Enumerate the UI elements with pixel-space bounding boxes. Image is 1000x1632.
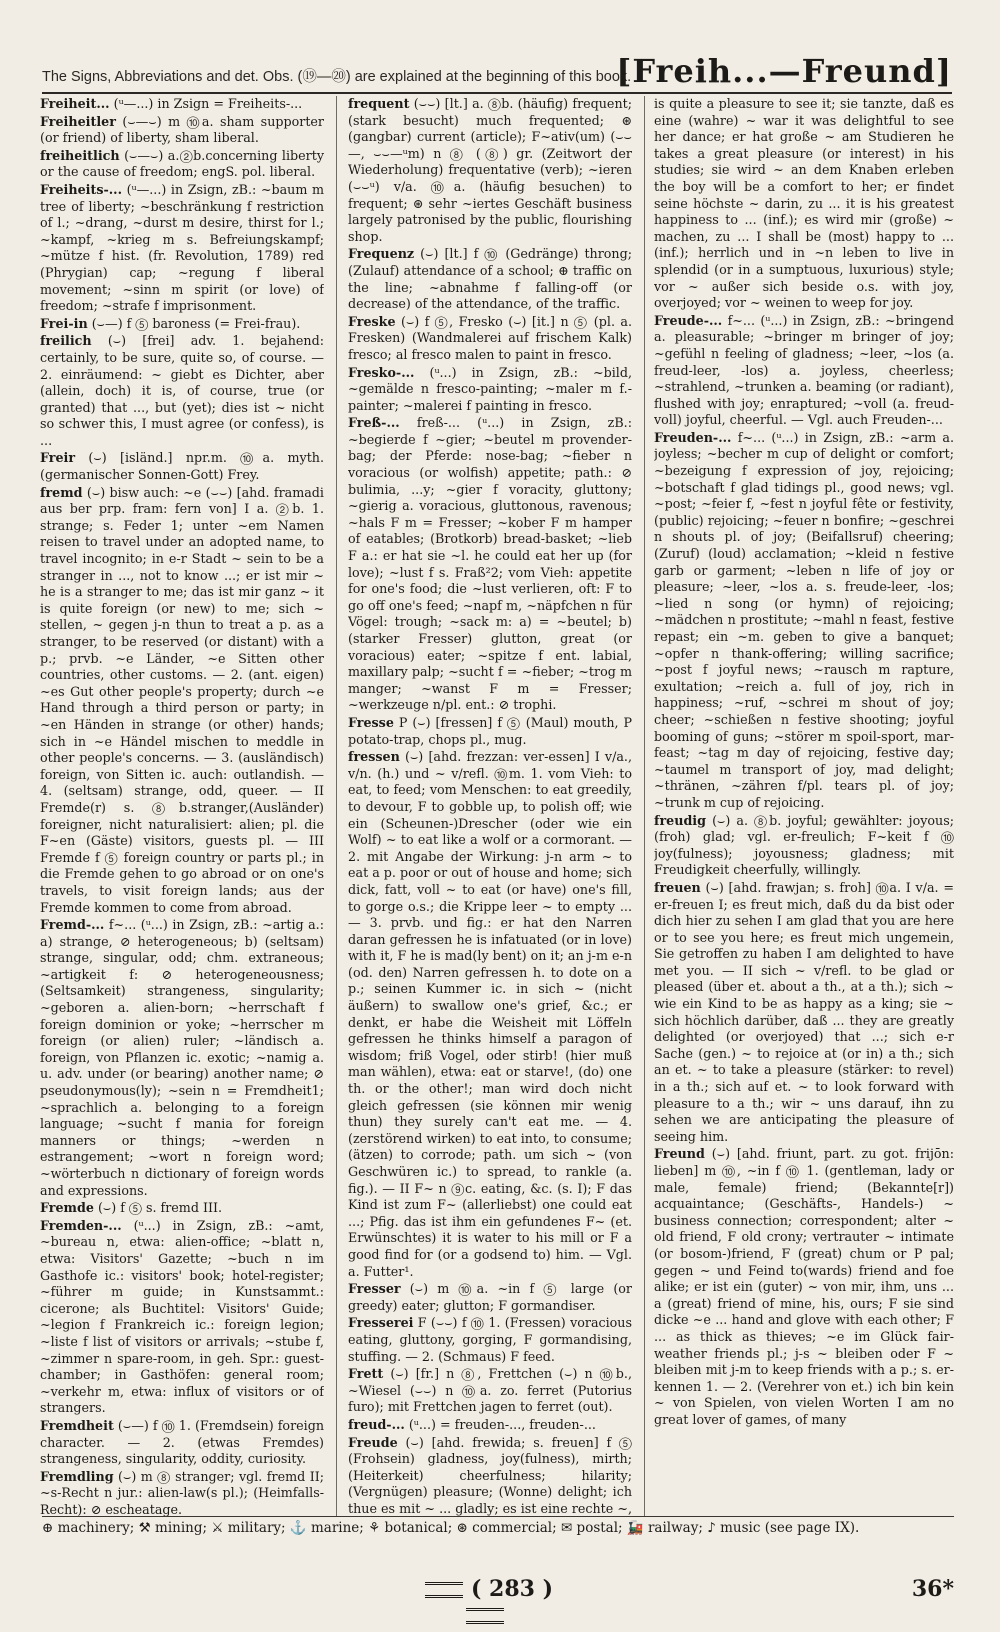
dictionary-entry — [40, 1418, 324, 1468]
entry-headword: freudig — [654, 812, 707, 828]
dictionary-entry — [348, 1315, 632, 1365]
entry-headword: Freude-... — [654, 312, 723, 328]
dictionary-entry — [348, 749, 632, 1280]
entry-headword: Fresserei — [348, 1315, 414, 1331]
entry-headword: Frei-in — [40, 315, 88, 331]
entry-definition: (⌣—⌣) m ⑩a. sham supporter (or friend) of liberty, sham liberal. — [40, 113, 324, 146]
entry-headword: Freiheits-... — [40, 181, 122, 197]
entry-headword: Fremdheit — [40, 1417, 114, 1433]
entry-headword: fressen — [348, 749, 400, 765]
entry-definition: (⌣—) f ⑤ baroness (= Frei-frau). — [87, 315, 301, 331]
dictionary-entry — [40, 1200, 324, 1217]
entry-headword: Frett — [348, 1366, 384, 1382]
dictionary-entry — [654, 813, 954, 879]
dictionary-entry — [40, 182, 324, 315]
entry-definition: (⌣) f ⑤ s. fremd III. — [93, 1200, 223, 1216]
entry-definition: (⌣) m ⑩a. ~in f ⑤ large (or greedy) eater; glutton; F gormandiser. — [348, 1281, 632, 1313]
entry-definition: (ᵘ...) in Zsign, zB.: ~bild, ~gemälde n fresco-painting; ~maler m f.-painter; ~malerei f painting in fresco. — [348, 364, 632, 413]
entry-headword: Fremden-... — [40, 1217, 122, 1233]
entry-definition: (⌣) [frei] adv. 1. bejahend: certainly, to be sure, quite so, of course. — 2. einräumend: ~ giebt es Dichter, aber (allein, doch) it is, of course, true (or granted) that ..., but (yet); dies ist ~ nicht so schwer this, I must agree (or confess), is ... — [40, 333, 324, 448]
entry-headword: Freiheit... — [40, 96, 110, 111]
page-header — [42, 40, 952, 94]
dictionary-entry — [348, 314, 632, 364]
page-number — [405, 1576, 565, 1628]
entry-definition: (⌣) [lt.] f ⑩ (Gedränge) throng; (Zulauf) attendance of a school; ⊕ traffic on the line; ~abnahme f falling-off (or decrease) of the attendance, of the traffic. — [348, 246, 632, 312]
entry-definition: F (⌣⌣) f ⑩ 1. (Fressen) voracious eating, gluttony, gorging, F gormandising, stuffing. — 2. (Schmaus) F feed. — [348, 1315, 632, 1364]
dictionary-entry — [654, 96, 954, 312]
entry-headword: Fresko-... — [348, 364, 415, 380]
dictionary-entry — [348, 1417, 632, 1434]
dictionary-entry — [654, 430, 954, 812]
dictionary-columns — [40, 96, 958, 1516]
dictionary-entry — [348, 246, 632, 312]
dictionary-entry — [40, 148, 324, 181]
ornament-left — [425, 1582, 463, 1598]
abbreviations-note: The Signs, Abbreviations and det. Obs. (⑲—⑳) are explained at the beginning of this book. — [42, 69, 632, 85]
entry-headword: Fremd-... — [40, 917, 105, 933]
entry-headword: Fresse — [348, 714, 394, 730]
entry-headword: Freß-... — [348, 415, 400, 431]
entry-definition: (ᵘ—...) in Zsign = Freiheits-... — [109, 96, 303, 111]
entry-headword: Freude — [348, 1434, 398, 1450]
column-3 — [654, 96, 954, 1516]
dictionary-entry — [348, 715, 632, 748]
column-divider — [644, 96, 645, 1516]
entry-definition: is quite a pleasure to see it; sie tanzte, daß es eine (wahre) ~ war it was delightful to see her dance; er hat große ~ am Studieren he takes a great pleasure (or interest) in his studies; sie wird ~ an dem Knaben erleben the boy will be a comfort to her; er findet seine höchste ~ darin, zu ... it is his greatest happiness to ... (inf.); es wird mir (große) ~ machen, zu ... I shall be (most) happy to ... (inf.); herrlich und in ~n leben to live in splendid (or in a sumptuous, luxurious) style; vor ~ außer sich beside o.s. with joy, overjoyed; vor ~ weinen to weep for joy. — [654, 96, 954, 311]
entry-headword: Freund — [654, 1146, 705, 1162]
dictionary-entry — [40, 1469, 324, 1516]
dictionary-entry — [654, 1146, 954, 1428]
column-2 — [348, 96, 632, 1516]
entry-headword: freud-... — [348, 1416, 405, 1432]
running-title: [Freih...—Freund] — [616, 52, 952, 90]
dictionary-entry — [348, 1281, 632, 1314]
entry-definition: freß-... (ᵘ...) in Zsign, zB.: ~begierde f ~gier; ~beutel m provender-bag; der Pferde: nose-bag; ~fieber n voracious (or wolfish) appetite; path.: ⊘ bulimia, ...y; ~gier f voracity, gluttony; ~gierig a. voracious, gluttonous, ravenous; ~hals F m = Fresser; ~kober F m hamper of eatables; (Brotkorb) bread-basket; ~lieb F a.: er hat sie ~l. he could eat her up (for love); ~lust f s. Fraß²2; vom Vieh: appetite for one's food; die ~lust verlieren, oft: F to go off one's feed; ~napf m, ~näpfchen n für Vögel: trough; ~sack m: a) = ~beutel; b) (starker Fresser) glutton, great (or voracious) eater; ~spitze f ent. labial, maxillary palp; ~sucht f = ~fieber; ~trog m manger; ~wanst F m = Fresser; ~werkzeuge n/pl. ent.: ⊘ trophi. — [348, 415, 632, 713]
dictionary-entry — [40, 1218, 324, 1417]
entry-definition: (⌣—) f ⑩ 1. (Fremdsein) foreign character. — 2. (etwas Fremdes) strangeness, singularity, oddity, curiosity. — [40, 1417, 324, 1467]
entry-definition: P (⌣) [fressen] f ⑤ (Maul) mouth, P potato-trap, chops pl., mug. — [348, 714, 632, 747]
entry-definition: (⌣) m ⑧ stranger; vgl. fremd II; ~s-Recht n jur.: alien-law(s pl.); (Heimfalls-Recht): ⊘ escheatage. — [40, 1468, 324, 1516]
entry-definition: (⌣) [isländ.] npr.m. ⑩a. myth. (germanischer Sonnen-Gott) Frey. — [40, 450, 324, 483]
ornament-right — [466, 1608, 504, 1624]
entry-definition: (⌣) [ahd. frawjan; s. froh] ⑩a. I v/a. = er-freuen I; es freut mich, daß du da bist oder dich hier zu sehen I am glad that you are here or to see you here; es freut mich ungemein, Sie getroffen zu haben I am delighted to have met you. — II sich ~ v/refl. to be glad or pleased (über et. about a th., at a th.); sich ~ wie ein Kind to be as happy as a king; sie ~ sich höchlich darüber, daß ... they are greatly delighted (or overjoyed) that ...; sich e-r Sache (gen.) ~ to rejoice at (or in) a th.; sich an et. ~ to take a pleasure (stärker: to revel) in a th.; sich auf et. ~ to look forward with pleasure to a th.; wir ~ uns darauf, ihn zu sehen we are anticipating the pleasure of seeing him. — [654, 879, 954, 1144]
entry-definition: (ᵘ...) in Zsign, zB.: ~amt, ~bureau n, etwa: alien-office; ~blatt n, etwa: Visitors' Gazette; ~buch n im Gasthofe ic.: visitors' book; hotel-register; ~führer m guide; in Kunstsammt.: cicerone; als Buchtitel: Visitors' Guide; ~legion f Frankreich ic.: foreign legion; ~liste f list of visitors or arrivals; ~stube f, ~zimmer n spare-room, in geh. Spr.: guest-chamber; in Gasthöfen: general room; ~verkehr m, etwa: influx of visitors or of strangers. — [40, 1217, 324, 1416]
entry-definition: (⌣) [ahd. frezzan: ver-essen] I v/a., v/n. (h.) und ~ v/refl. ⑩m. 1. vom Vieh: to eat, to feed; vom Menschen: to eat greedily, to devour, F to gobble up, to polish off; wie ein (Scheunen-)Drescher (oder wie ein Wolf) ~ to eat like a wolf or a cormorant. — 2. mit Angabe der Wirkung: j-n arm ~ to eat a p. poor or out of house and home; sich dick, fatt, voll ~ to eat (or have) one's fill, to gorge o.s.; die Krippe leer ~ to empty ... — 3. prvb. und fig.: er hat den Narren daran gefressen he is infatuated (or in love) with it, F he is mad(ly bent) on it; an j-m e-n (od. den) Narren gefressen h. to dote on a p.; seinen Kummer ic. in sich ~ (nicht äußern) to swallow one's grief, &c.; er denkt, er habe die Weisheit mit Löffeln gefressen he thinks himself a paragon of wisdom; friß Vogel, oder stirb! (hier muß man wählen), etwa: eat or starve!, (do) one th. or the other!; man wird doch nicht gleich gefressen (sie können mir wenig thun) they surely can't eat me. — 4. (zerstörend wirken) to eat into, to consume; (ätzen) to corrode; path. um sich ~ (von Geschwüren ic.) to spread, to rankle (a. fig.). — II F~ n ⑨c. eating, &c. (s. I); F das Kind ist zum F~ (allerliebst) one could eat ...; Pfig. das ist ihm ein gefundenes F~ (et. Erwünschtes) it is water to his mill or F a good find for (or a godsend to) him. — Vgl. a. Futter¹. — [348, 749, 632, 1279]
entry-definition: (⌣) bisw auch: ~e (⌣⌣) [ahd. framadi aus ber prp. fram: fern von] I a. ②b. 1. strange; s. Feder 1; unter ~em Namen reisen to travel under an adopted name, to travel incognito; in e-r Stadt ~ sein to be a stranger in ..., not to know ...; er ist mir ~ he is a stranger to me; das ist mir ganz ~ it is quite foreign (or new) to me; sich ~ stellen, ~ gegen j-n thun to treat a p. as a stranger, to be reserved (or distant) with a p.; prvb. ~e Länder, ~e Sitten other countries, other customs. — 2. (ant. eigen) ~es Gut other people's property; durch ~e Hand through a third person or party; in ~en Händen in strange (or other) hands; sich in ~e Händel mischen to meddle in other people's concerns. — 3. (ausländisch) foreign, von Sitten ic. auch: outlandish. — 4. (seltsam) strange, odd, queer. — II Fremde(r) s. ⑧b.stranger,(Ausländer) foreigner, nicht naturalisiert: alien; pl. die F~en (Gäste) visitors, guests pl. — III Fremde f ⑤ foreign country or parts pl.; in die Fremde gehen to go abroad or on one's travels, to visit foreign lands; aus der Fremde kommen to come from abroad. — [40, 484, 324, 915]
dictionary-entry — [40, 485, 324, 916]
footer-rule — [42, 1516, 954, 1517]
dictionary-entry — [40, 333, 324, 449]
entry-headword: Fresser — [348, 1281, 401, 1297]
entry-headword: freiheitlich — [40, 147, 120, 163]
entry-headword: fremd — [40, 484, 83, 500]
dictionary-entry — [40, 917, 324, 1199]
entry-headword: Frequenz — [348, 246, 415, 262]
entry-definition: (ᵘ...) = freuden-..., freuden-... — [404, 1416, 596, 1432]
dictionary-entry — [348, 96, 632, 245]
dictionary-entry — [348, 365, 632, 415]
sheet-number: 36* — [911, 1576, 954, 1602]
entry-definition: (⌣) f ⑤, Fresko (⌣) [it.] n ⑤ (pl. a. Fresken) (Wandmalerei auf frischem Kalk) fresco; al fresco malen to paint in fresco. — [348, 313, 632, 362]
entry-headword: freuen — [654, 879, 701, 895]
entry-definition: (⌣) a. ⑧b. joyful; gewählter: joyous; (froh) glad; vgl. er-freulich; F~keit f ⑩ joy(fulness); joyousness; gladness; mit Freudigkeit cheerfully, willingly. — [654, 812, 954, 878]
entry-definition: (⌣⌣) [lt.] a. ⑧b. (häufig) frequent; (stark besucht) much frequented; ⊛ (gangbar) current (article); F~ativ(um) (⌣⌣—, ⌣⌣—ᵘm) n ⑧ (⑧) gr. (Zeitwort der Wiederholung) frequentative (verb); ~ieren (⌣⌣ᵘ) v/a. ⑩a. (häufig besuchen) to frequent; ⊛ sehr ~iertes Geschäft business largely patronised by the public, flourishing shop. — [348, 96, 632, 244]
entry-headword: Freuden-... — [654, 429, 732, 445]
dictionary-entry — [40, 96, 324, 113]
dictionary-entry — [40, 450, 324, 483]
dictionary-entry — [348, 1366, 632, 1416]
dictionary-entry — [40, 316, 324, 333]
dictionary-entry — [348, 1435, 632, 1517]
column-divider — [336, 96, 337, 1516]
entry-definition: f~... (ᵘ...) in Zsign, zB.: ~artig a.: a) strange, ⊘ heterogeneous; b) (seltsam) strange, singular, odd; chm. extraneous; ~artigkeit f: ⊘ heterogeneousness; (Seltsamkeit) strangeness, singularity; ~geboren a. alien-born; ~herrschaft f foreign dominion or yoke; ~herrscher m foreign (or alien) ruler; ~ländisch a. foreign, von Pflanzen ic. exotic; ~namig a. u. adv. under (or bearing) another name; ⊘ pseudonymous(ly); ~sein n = Fremdheit1; ~sprachlich a. belonging to a foreign language; ~sucht f mania for foreign manners or things; ~werden n estrangement; ~wort n foreign word; ~wörterbuch n dictionary of foreign words and expressions. — [40, 917, 324, 1198]
entry-definition: (ᵘ—...) in Zsign, zB.: ~baum m tree of liberty; ~beschränkung f restriction of l.; ~drang, ~durst m desire, thirst for l.; ~kampf, ~krieg m s. Befreiungskampf; ~mütze f hist. (fr. Revolution, 1789) red (Phrygian) cap; ~regung f liberal movement; ~sinn m spirit (or love) of freedom; ~strafe f imprisonment. — [40, 181, 324, 314]
page-footer — [0, 1576, 1000, 1612]
column-1 — [40, 96, 324, 1516]
symbol-legend: ⊕ machinery; ⚒ mining; ⚔ military; ⚓ marine; ⚘ botanical; ⊛ commercial; ✉ postal; 🚂 railway; ♪ music (see page IX). — [42, 1520, 860, 1536]
entry-definition: (⌣) [ahd. frewida; s. freuen] f ⑤ (Frohsein) gladness, joy(fulness), mirth; (Heiterkeit) cheerfulness; hilarity; (Vergnügen) pleasure; (Wonne) delight; ich thue es mit ~ ... gladly; es ist eine rechte ~, — [348, 1434, 632, 1516]
entry-headword: Freiheitler — [40, 113, 116, 129]
entry-headword: freilich — [40, 333, 92, 349]
page-number-text: ( 283 ) — [470, 1576, 554, 1602]
entry-headword: frequent — [348, 96, 410, 111]
entry-headword: Freir — [40, 450, 76, 466]
entry-definition: f~... (ᵘ...) in Zsign, zB.: ~arm a. joyless; ~becher m cup of delight or comfort; ~bezeigung f expression of joy, rejoicing; ~botschaft f glad tidings pl., good news; vgl. ~post; ~feier f, ~fest n joyful fête or festivity, (public) rejoicing; ~feuer n bonfire; ~geschrei n shouts pl. of joy; (Beifallsruf) cheering; (Zuruf) (loud) acclamation; ~kleid n festive garb or garment; ~leben n life of joy or pleasure; ~leer, ~los a. s. freude-leer, -los; ~lied n song (or hymn) of rejoicing; ~mädchen n prostitute; ~mahl n feast, festive repast; ein ~m. geben to give a banquet; ~opfer n thank-offering; willing sacrifice; ~post f joyful news; ~rausch m rapture, exultation; ~reich a. full of joy, rich in happiness; ~ruf, ~schrei m shout of joy; cheer; ~schießen n festive shooting; joyful booming of guns; ~störer m spoil-sport, mar-feast; ~tag m day of rejoicing, festive day; ~taumel m transport of joy, mad delight; ~thränen, ~zähren f/pl. tears pl. of joy; ~trunk m cup of rejoicing. — [654, 429, 954, 810]
dictionary-entry — [348, 415, 632, 714]
dictionary-entry — [40, 114, 324, 147]
entry-headword: Fremdling — [40, 1468, 114, 1484]
entry-definition: (⌣) [fr.] n ⑧, Frettchen (⌣) n ⑩b., ~Wiesel (⌣⌣) n ⑩a. zo. ferret (Putorius furo); mit Frettchen jagen to ferret (out). — [348, 1366, 632, 1415]
entry-definition: (⌣) [ahd. friunt, part. zu got. frijōn: lieben] m ⑩, ~in f ⑩ 1. (gentleman, lady or male, female) friend; (Bekannte[r]) acquaintance; (Geschäfts-, Handels-) ~ business connection; correspondent; alter ~ old friend, F old crony; vertrauter ~ intimate (or bosom-)friend, F (great) chum or P pal; gegen ~ und Feind to(wards) friend and foe alike; er ist ein (guter) ~ von mir, ihm, uns ... a (great) friend of mine, his, ours; F sie sind dicke ~e ... hand and glove with each other; F ... as thick as thieves; ~e im Glück fair-weather friends pl.; j-s ~ bleiben oder F ~ bleiben mit j-m to keep friends with a p.; s. er-kennen 1. — 2. (Verehrer von et.) ich bin kein ~ von Spielen, von vielen Worten I am no great lover of games, of many — [654, 1146, 954, 1427]
entry-definition: f~... (ᵘ...) in Zsign, zB.: ~bringend a. pleasurable; ~bringer m bringer of joy; ~gefühl n feeling of gladness; ~leer, ~los (a. freud-leer, -los) a. joyless, cheerless; ~strahlend, ~trunken a. beaming (or radiant), flushed with joy; enraptured; ~voll (a. freud-voll) joyful, cheerful. — Vgl. auch Freuden-... — [654, 312, 954, 428]
dictionary-entry — [654, 880, 954, 1146]
entry-definition: (⌣—⌣) a.②b.concerning liberty or the cause of freedom; engS. pol. liberal. — [40, 147, 324, 180]
entry-headword: Fremde — [40, 1200, 94, 1216]
dictionary-entry — [654, 313, 954, 429]
entry-headword: Freske — [348, 313, 396, 329]
